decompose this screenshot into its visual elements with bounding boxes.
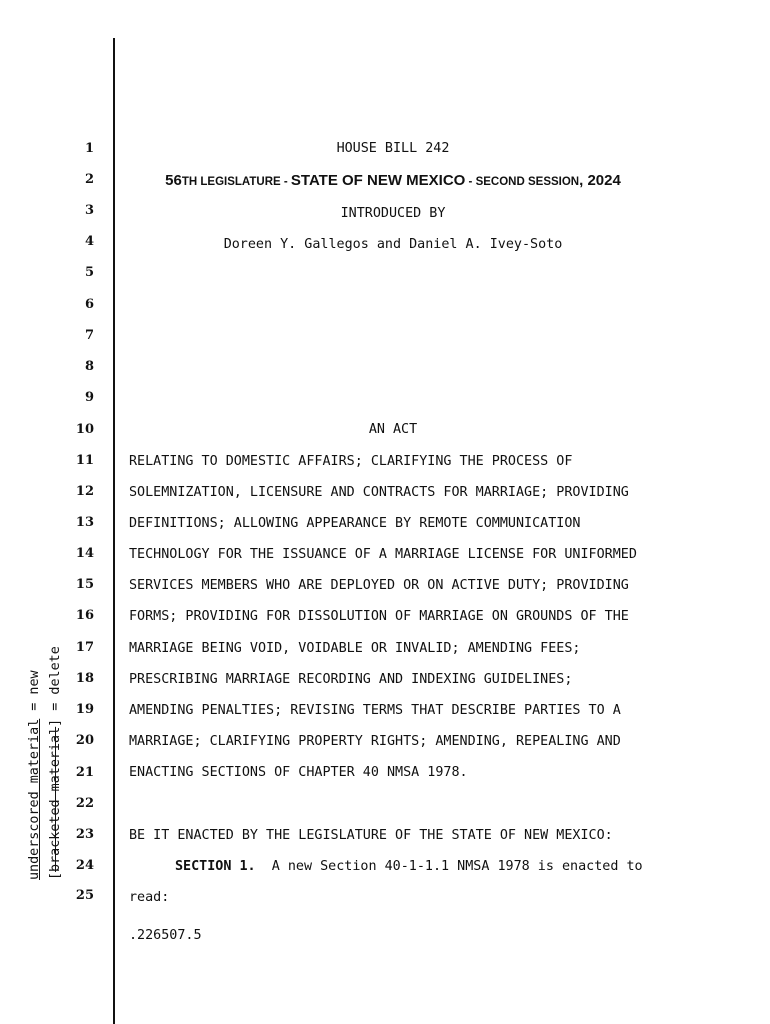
line-number: 17 [75, 640, 94, 655]
legend-new-label: = new [27, 670, 42, 719]
session-second: SECOND SESSION [475, 176, 580, 188]
line-number: 19 [75, 702, 94, 717]
act-text-line: RELATING TO DOMESTIC AFFAIRS; CLARIFYING THE PROCESS OF [129, 454, 573, 469]
bill-number: HOUSE BILL 242 [336, 141, 450, 156]
line-number: 18 [75, 671, 94, 686]
line-number: 9 [84, 390, 94, 405]
line-number: 2 [84, 172, 94, 187]
markup-legend [24, 646, 66, 880]
line-number: 6 [84, 297, 94, 312]
introduced-by: INTRODUCED BY [340, 206, 446, 221]
session-year: , 2024 [579, 172, 621, 189]
line-number: 4 [84, 234, 94, 249]
act-text-line: SOLEMNIZATION, LICENSURE AND CONTRACTS FOR MARRIAGE; PROVIDING [129, 485, 629, 500]
line-number: 14 [75, 546, 94, 561]
act-text-line: SERVICES MEMBERS WHO ARE DEPLOYED OR ON ACTIVE DUTY; PROVIDING [129, 578, 629, 593]
line-number: 16 [75, 608, 94, 623]
session-legislature: TH LEGISLATURE - [181, 176, 291, 188]
act-text-line: PRESCRIBING MARRIAGE RECORDING AND INDEXING GUIDELINES; [129, 672, 573, 687]
legend-bracket-close: ] [48, 718, 63, 727]
session-heading [129, 173, 657, 190]
line-number: 12 [75, 484, 94, 499]
sponsors: Doreen Y. Gallegos and Daniel A. Ivey-Soto [223, 237, 563, 252]
line-number: 23 [75, 827, 94, 842]
line-number: 15 [75, 577, 94, 592]
line-number: 1 [84, 141, 94, 156]
document-code: .226507.5 [129, 928, 202, 943]
line-number: 22 [75, 796, 94, 811]
act-title: AN ACT [368, 422, 418, 437]
act-text-line: DEFINITIONS; ALLOWING APPEARANCE BY REMOTE COMMUNICATION [129, 516, 581, 531]
enacting-clause: BE IT ENACTED BY THE LEGISLATURE OF THE STATE OF NEW MEXICO: [129, 828, 613, 843]
line-number: 13 [75, 515, 94, 530]
act-text-line: ENACTING SECTIONS OF CHAPTER 40 NMSA 1978. [129, 765, 468, 780]
legend-delete [45, 646, 66, 880]
legend-new [24, 646, 45, 880]
line-number: 20 [75, 733, 94, 748]
line-number: 7 [84, 328, 94, 343]
line-number: 11 [75, 453, 94, 468]
line-number: 25 [75, 888, 94, 903]
legend-bracket-open: [ [48, 871, 63, 880]
legend-delete-label: = delete [48, 646, 63, 719]
act-text-line: AMENDING PENALTIES; REVISING TERMS THAT DESCRIBE PARTIES TO A [129, 703, 621, 718]
line-number: 8 [84, 359, 94, 374]
section-1-label: SECTION 1. [175, 859, 256, 874]
legend-underscored: underscored material [27, 718, 42, 880]
legend-bracketed: bracketed material [48, 726, 63, 872]
session-dash: - [465, 176, 476, 188]
line-number: 24 [75, 858, 94, 873]
session-number: 56 [165, 172, 182, 189]
act-text-line: FORMS; PROVIDING FOR DISSOLUTION OF MARRIAGE ON GROUNDS OF THE [129, 609, 629, 624]
section-1-line [175, 859, 643, 875]
line-number: 10 [75, 422, 94, 437]
line-number: 21 [75, 765, 94, 780]
margin-rule [113, 38, 115, 1024]
act-text-line: TECHNOLOGY FOR THE ISSUANCE OF A MARRIAGE LICENSE FOR UNIFORMED [129, 547, 637, 562]
section-1-text: A new Section 40-1-1.1 NMSA 1978 is enacted to [255, 859, 643, 874]
section-1-continuation: read: [129, 890, 170, 905]
act-text-line: MARRIAGE BEING VOID, VOIDABLE OR INVALID; AMENDING FEES; [129, 641, 581, 656]
line-number: 5 [84, 265, 94, 280]
line-number: 3 [84, 203, 94, 218]
act-text-line: MARRIAGE; CLARIFYING PROPERTY RIGHTS; AMENDING, REPEALING AND [129, 734, 621, 749]
session-state: STATE OF NEW MEXICO [290, 172, 466, 189]
